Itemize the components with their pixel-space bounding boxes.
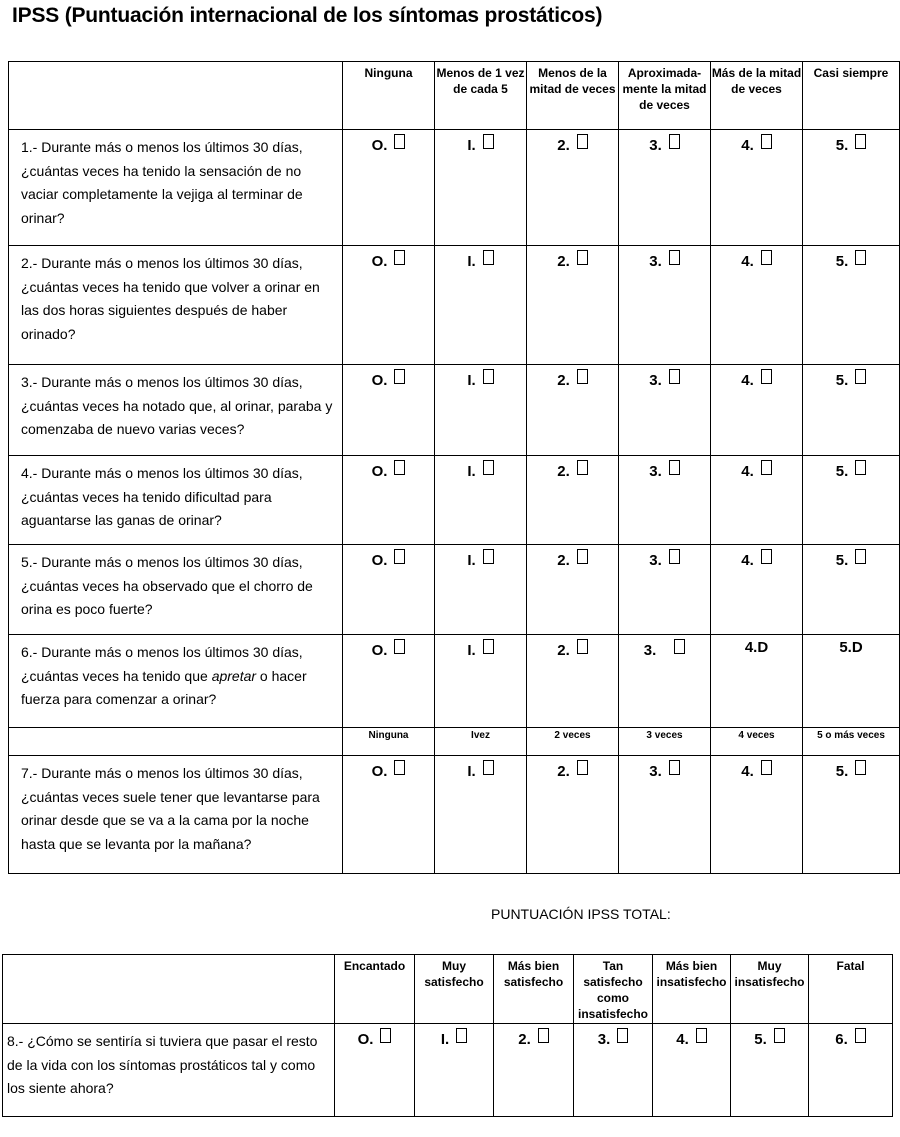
- option-label: 2.: [557, 137, 570, 154]
- header-casi-siempre: Casi siempre: [803, 62, 900, 130]
- option-label: O.: [371, 463, 388, 480]
- header-row-7: [9, 728, 900, 756]
- checkbox[interactable]: [483, 250, 494, 265]
- option-label: 2.: [557, 552, 570, 569]
- question-row-2: [9, 246, 900, 365]
- header7-2-veces: 2 veces: [527, 728, 619, 756]
- header8-blank: [3, 955, 335, 1024]
- quality-of-life-table: [2, 954, 893, 1117]
- q7-option-1[interactable]: [435, 756, 527, 874]
- checkbox[interactable]: [855, 1028, 866, 1043]
- header7-4-veces: 4 veces: [711, 728, 803, 756]
- option-label: I.: [467, 463, 476, 480]
- checkbox[interactable]: [617, 1028, 628, 1043]
- q7-option-4[interactable]: [711, 756, 803, 874]
- checkbox[interactable]: [761, 760, 772, 775]
- question-7-text: 7.- Durante más o menos los últimos 30 días, ¿cuántas veces suele tener que levantarse para orinar desde que se va a la cama por la noche hasta que se levanta por la mañana?: [9, 756, 343, 874]
- q1-option-3[interactable]: [619, 130, 711, 246]
- option-label: 3.: [649, 763, 662, 780]
- q2-option-3[interactable]: [619, 246, 711, 365]
- header8-mas-bien-satisfecho: Más bien satisfecho: [494, 955, 574, 1024]
- checkbox[interactable]: [855, 250, 866, 265]
- checkbox[interactable]: [761, 250, 772, 265]
- question-row-4: [9, 456, 900, 545]
- checkbox[interactable]: [577, 639, 588, 654]
- header-ninguna: Ninguna: [343, 62, 435, 130]
- checkbox[interactable]: [577, 369, 588, 384]
- question-8-text: 8.- ¿Cómo se sentiría si tuviera que pasar el resto de la vida con los síntomas prostáticos tal y como los siente ahora?: [3, 1024, 335, 1117]
- option-label: I.: [467, 763, 476, 780]
- q6-option-5[interactable]: [803, 635, 900, 728]
- checkbox[interactable]: [394, 639, 405, 654]
- q1-option-4[interactable]: [711, 130, 803, 246]
- option-label: 5.: [754, 1031, 767, 1048]
- option-label: O.: [371, 137, 388, 154]
- q8-option-6[interactable]: [809, 1024, 893, 1117]
- ipss-table: [8, 61, 900, 874]
- option-label: I.: [467, 552, 476, 569]
- header7-blank: [9, 728, 343, 756]
- checkbox[interactable]: [669, 134, 680, 149]
- q2-option-4[interactable]: [711, 246, 803, 365]
- header7-5-mas-veces: 5 o más veces: [803, 728, 900, 756]
- option-label: 3.: [597, 1031, 611, 1048]
- header7-3-veces: 3 veces: [619, 728, 711, 756]
- checkbox[interactable]: [669, 549, 680, 564]
- option-label: I.: [440, 1031, 450, 1048]
- checkbox[interactable]: [577, 549, 588, 564]
- option-label: 3.: [649, 253, 662, 270]
- total-score-label: PUNTUACIÓN IPSS TOTAL:: [491, 906, 671, 922]
- option-label: O.: [357, 1031, 374, 1048]
- checkbox[interactable]: [577, 250, 588, 265]
- option-label: 4.: [741, 253, 754, 270]
- q6-option-3[interactable]: [619, 635, 711, 728]
- header8-tan-satisfecho: Tan satisfecho como insatisfecho: [574, 955, 653, 1024]
- checkbox[interactable]: [394, 134, 405, 149]
- q5-option-3[interactable]: [619, 545, 711, 635]
- question-row-5: [9, 545, 900, 635]
- checkbox[interactable]: [761, 369, 772, 384]
- q1-option-2[interactable]: [527, 130, 619, 246]
- header-row: [9, 62, 900, 130]
- header8-encantado: Encantado: [335, 955, 415, 1024]
- checkbox[interactable]: [483, 460, 494, 475]
- q8-option-5[interactable]: [731, 1024, 809, 1117]
- question-row-6: [9, 635, 900, 728]
- option-label: 4.: [741, 372, 754, 389]
- page-title: IPSS (Puntuación internacional de los síntomas prostáticos): [12, 4, 603, 27]
- q3-option-3[interactable]: [619, 365, 711, 456]
- option-label: O.: [371, 372, 388, 389]
- checkbox[interactable]: [394, 549, 405, 564]
- checkbox[interactable]: [761, 549, 772, 564]
- header8-muy-insatisfecho: Muy insatisfecho: [731, 955, 809, 1024]
- checkbox[interactable]: [380, 1028, 391, 1043]
- question-5-text: 5.- Durante más o menos los últimos 30 días, ¿cuántas veces ha observado que el chorro de orina es poco fuerte?: [9, 545, 343, 635]
- checkbox[interactable]: [669, 760, 680, 775]
- checkbox[interactable]: [669, 250, 680, 265]
- q3-option-0[interactable]: [343, 365, 435, 456]
- header-row-8: [3, 955, 893, 1024]
- question-row-1: [9, 130, 900, 246]
- checkbox[interactable]: [577, 460, 588, 475]
- option-label: 2.: [557, 372, 570, 389]
- checkbox[interactable]: [855, 549, 866, 564]
- q4-option-5[interactable]: [803, 456, 900, 545]
- checkbox[interactable]: [456, 1028, 467, 1043]
- checkbox[interactable]: [483, 549, 494, 564]
- q5-option-0[interactable]: [343, 545, 435, 635]
- q5-option-2[interactable]: [527, 545, 619, 635]
- q7-option-3[interactable]: [619, 756, 711, 874]
- checkbox[interactable]: [761, 134, 772, 149]
- q6-text-after: o hacer fuerza para comenzar a orinar?: [21, 667, 307, 707]
- q2-option-2[interactable]: [527, 246, 619, 365]
- option-label: I.: [467, 642, 476, 659]
- option-label: 4.: [676, 1031, 689, 1048]
- checkbox[interactable]: [577, 134, 588, 149]
- option-label: I.: [467, 253, 476, 270]
- option-label: 4.D: [744, 639, 769, 656]
- q8-option-4[interactable]: [653, 1024, 731, 1117]
- q4-option-2[interactable]: [527, 456, 619, 545]
- option-label: 4.: [741, 763, 754, 780]
- q7-option-2[interactable]: [527, 756, 619, 874]
- option-label: 3.: [649, 372, 662, 389]
- q5-option-4[interactable]: [711, 545, 803, 635]
- option-label: 5.: [835, 552, 849, 569]
- header8-mas-bien-insatisfecho: Más bien insatisfecho: [653, 955, 731, 1024]
- q4-option-4[interactable]: [711, 456, 803, 545]
- q8-option-0[interactable]: [335, 1024, 415, 1117]
- option-label: O.: [371, 253, 388, 270]
- q5-option-5[interactable]: [803, 545, 900, 635]
- q2-option-1[interactable]: [435, 246, 527, 365]
- q8-option-3[interactable]: [574, 1024, 653, 1117]
- checkbox[interactable]: [538, 1028, 549, 1043]
- question-6-text: [9, 635, 343, 728]
- checkbox[interactable]: [855, 134, 866, 149]
- checkbox[interactable]: [394, 460, 405, 475]
- question-1-text: 1.- Durante más o menos los últimos 30 días, ¿cuántas veces ha tenido la sensación de no vaciar completamente la vejiga al terminar de orinar?: [9, 130, 343, 246]
- option-label: 4.: [741, 463, 754, 480]
- option-label: 2.: [557, 463, 570, 480]
- checkbox[interactable]: [761, 460, 772, 475]
- question-3-text: 3.- Durante más o menos los últimos 30 días, ¿cuántas veces ha notado que, al orinar, paraba y comenzaba de nuevo varias veces?: [9, 365, 343, 456]
- question-2-text: 2.- Durante más o menos los últimos 30 días, ¿cuántas veces ha tenido que volver a orinar en las dos horas siguientes después de haber orinado?: [9, 246, 343, 365]
- question-row-8: [3, 1024, 893, 1117]
- checkbox[interactable]: [577, 760, 588, 775]
- option-label: 3.: [649, 463, 662, 480]
- header-menos-1-de-5: Menos de 1 vez de cada 5: [435, 62, 527, 130]
- checkbox[interactable]: [855, 760, 866, 775]
- question-4-text: 4.- Durante más o menos los últimos 30 días, ¿cuántas veces ha tenido dificultad para aguantarse las ganas de orinar?: [9, 456, 343, 545]
- q6-option-2[interactable]: [527, 635, 619, 728]
- option-label: 3.: [649, 552, 662, 569]
- option-label: I.: [467, 372, 476, 389]
- option-label: 5.: [835, 463, 849, 480]
- q6-option-1[interactable]: [435, 635, 527, 728]
- checkbox[interactable]: [855, 460, 866, 475]
- q8-option-1[interactable]: [415, 1024, 494, 1117]
- checkbox[interactable]: [696, 1028, 707, 1043]
- q3-option-1[interactable]: [435, 365, 527, 456]
- q6-text-italic: apretar: [211, 667, 257, 684]
- q2-option-0[interactable]: [343, 246, 435, 365]
- option-label: I.: [467, 137, 476, 154]
- option-label: 3.: [643, 642, 657, 659]
- q1-option-0[interactable]: [343, 130, 435, 246]
- checkbox[interactable]: [394, 369, 405, 384]
- q6-option-0[interactable]: [343, 635, 435, 728]
- option-label: 2.: [557, 642, 570, 659]
- q8-option-2[interactable]: [494, 1024, 574, 1117]
- q4-option-3[interactable]: [619, 456, 711, 545]
- header7-1-vez: Ivez: [435, 728, 527, 756]
- q2-option-5[interactable]: [803, 246, 900, 365]
- option-label: 6.: [835, 1031, 848, 1048]
- option-label: 5.: [835, 253, 849, 270]
- option-label: 4.: [741, 552, 754, 569]
- option-label: 5.: [835, 137, 849, 154]
- q7-option-0[interactable]: [343, 756, 435, 874]
- checkbox[interactable]: [483, 134, 494, 149]
- q4-option-0[interactable]: [343, 456, 435, 545]
- checkbox[interactable]: [669, 460, 680, 475]
- header8-muy-satisfecho: Muy satisfecho: [415, 955, 494, 1024]
- question-row-7: [9, 756, 900, 874]
- header7-ninguna: Ninguna: [343, 728, 435, 756]
- q1-option-1[interactable]: [435, 130, 527, 246]
- checkbox[interactable]: [669, 369, 680, 384]
- header8-fatal: Fatal: [809, 955, 893, 1024]
- option-label: O.: [371, 763, 388, 780]
- option-label: 2.: [557, 763, 570, 780]
- header-mas-mitad: Más de la mitad de veces: [711, 62, 803, 130]
- header-aprox-mitad: Aproximada- mente la mitad de veces: [619, 62, 711, 130]
- checkbox[interactable]: [855, 369, 866, 384]
- checkbox[interactable]: [394, 760, 405, 775]
- checkbox[interactable]: [674, 639, 685, 654]
- header-blank: [9, 62, 343, 130]
- q6-text-before: 6.- Durante más o menos los últimos 30 días, ¿cuántas veces ha tenido que: [21, 644, 303, 684]
- option-label: 4.: [741, 137, 754, 154]
- option-label: O.: [371, 552, 388, 569]
- q3-option-2[interactable]: [527, 365, 619, 456]
- q3-option-5[interactable]: [803, 365, 900, 456]
- q3-option-4[interactable]: [711, 365, 803, 456]
- option-label: 5.: [835, 763, 849, 780]
- q1-option-5[interactable]: [803, 130, 900, 246]
- header-menos-mitad: Menos de la mitad de veces: [527, 62, 619, 130]
- option-label: 2.: [518, 1031, 531, 1048]
- option-label: O.: [371, 642, 388, 659]
- checkbox[interactable]: [483, 760, 494, 775]
- checkbox[interactable]: [483, 369, 494, 384]
- checkbox[interactable]: [483, 639, 494, 654]
- checkbox[interactable]: [394, 250, 405, 265]
- q4-option-1[interactable]: [435, 456, 527, 545]
- q6-option-4[interactable]: [711, 635, 803, 728]
- q5-option-1[interactable]: [435, 545, 527, 635]
- option-label: 2.: [557, 253, 570, 270]
- checkbox[interactable]: [774, 1028, 785, 1043]
- option-label: 5.D: [839, 639, 863, 656]
- option-label: 3.: [649, 137, 662, 154]
- question-row-3: [9, 365, 900, 456]
- option-label: 5.: [835, 372, 849, 389]
- q7-option-5[interactable]: [803, 756, 900, 874]
